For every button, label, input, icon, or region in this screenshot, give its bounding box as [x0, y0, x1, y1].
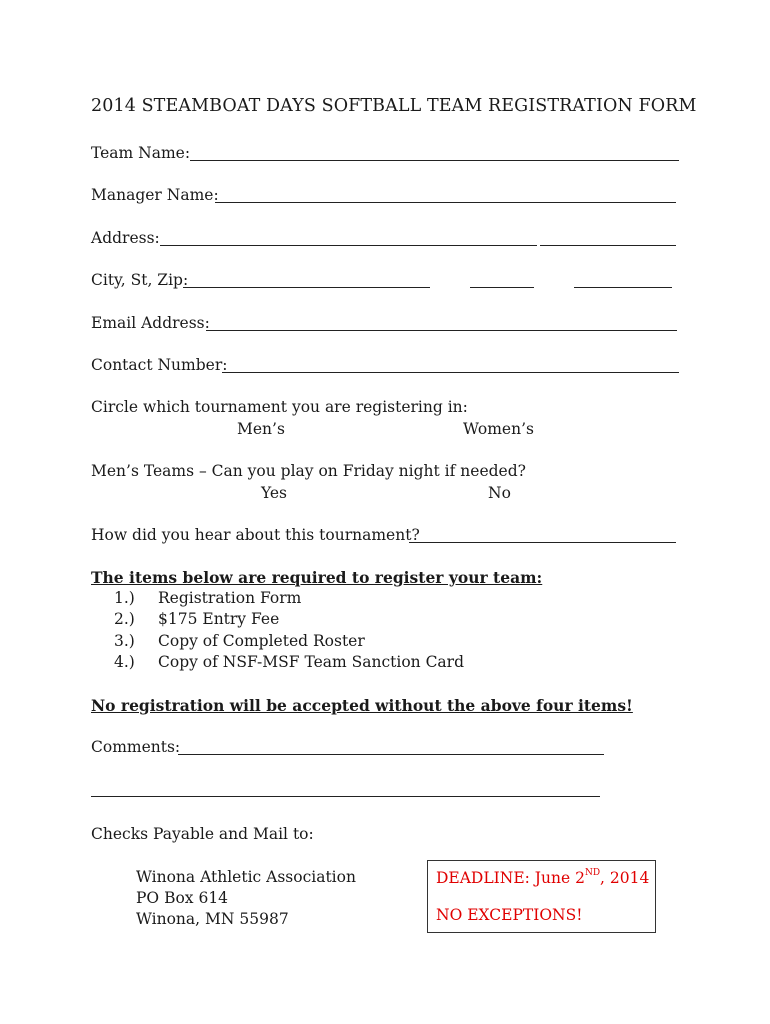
list-item-number: 1.): [114, 589, 135, 607]
mail-address-line2: PO Box 614: [136, 889, 229, 907]
team-name-label: Team Name:: [91, 144, 191, 162]
comments-field-2[interactable]: [91, 796, 600, 797]
manager-name-field[interactable]: [215, 202, 676, 203]
email-field[interactable]: [206, 330, 677, 331]
comments-field[interactable]: [178, 754, 604, 755]
email-label: Email Address:: [91, 314, 210, 332]
required-warning: No registration will be accepted without the above four items!: [91, 696, 633, 715]
mail-heading: Checks Payable and Mail to:: [91, 825, 314, 843]
mail-address-line3: Winona, MN 55987: [136, 910, 289, 928]
required-heading: The items below are required to register your team:: [91, 568, 543, 587]
deadline-year: , 2014: [600, 869, 650, 887]
list-item: $175 Entry Fee: [158, 610, 280, 628]
list-item: Copy of Completed Roster: [158, 632, 365, 650]
option-mens[interactable]: Men’s: [237, 420, 285, 438]
deadline-date-suffix: ND: [584, 868, 601, 878]
list-item-number: 2.): [114, 610, 135, 628]
hear-about-label: How did you hear about this tournament?: [91, 526, 420, 544]
address-field[interactable]: [160, 245, 537, 246]
state-field[interactable]: [470, 287, 534, 288]
list-item-number: 3.): [114, 632, 135, 650]
team-name-field[interactable]: [190, 160, 679, 161]
zip-field[interactable]: [574, 287, 672, 288]
friday-prompt: Men’s Teams – Can you play on Friday night if needed?: [91, 462, 526, 480]
contact-number-label: Contact Number:: [91, 356, 228, 374]
tournament-prompt: Circle which tournament you are registering in:: [91, 398, 468, 416]
deadline-note: NO EXCEPTIONS!: [436, 906, 583, 924]
option-no[interactable]: No: [488, 484, 511, 502]
deadline-text: [436, 869, 649, 887]
list-item: Registration Form: [158, 589, 302, 607]
manager-name-label: Manager Name:: [91, 186, 219, 204]
list-item: Copy of NSF-MSF Team Sanction Card: [158, 653, 464, 671]
mail-address-line1: Winona Athletic Association: [136, 868, 356, 886]
city-field[interactable]: [183, 287, 430, 288]
contact-number-field[interactable]: [222, 372, 679, 373]
address-field-2[interactable]: [540, 245, 676, 246]
option-yes[interactable]: Yes: [261, 484, 288, 502]
list-item-number: 4.): [114, 653, 135, 671]
address-label: Address:: [91, 229, 160, 247]
option-womens[interactable]: Women’s: [463, 420, 534, 438]
comments-label: Comments:: [91, 738, 181, 756]
hear-about-field[interactable]: [409, 542, 676, 543]
form-title: 2014 STEAMBOAT DAYS SOFTBALL TEAM REGISTRATION FORM: [91, 96, 697, 116]
city-st-zip-label: City, St, Zip:: [91, 271, 189, 289]
deadline-date: DEADLINE: June 2: [436, 869, 585, 887]
